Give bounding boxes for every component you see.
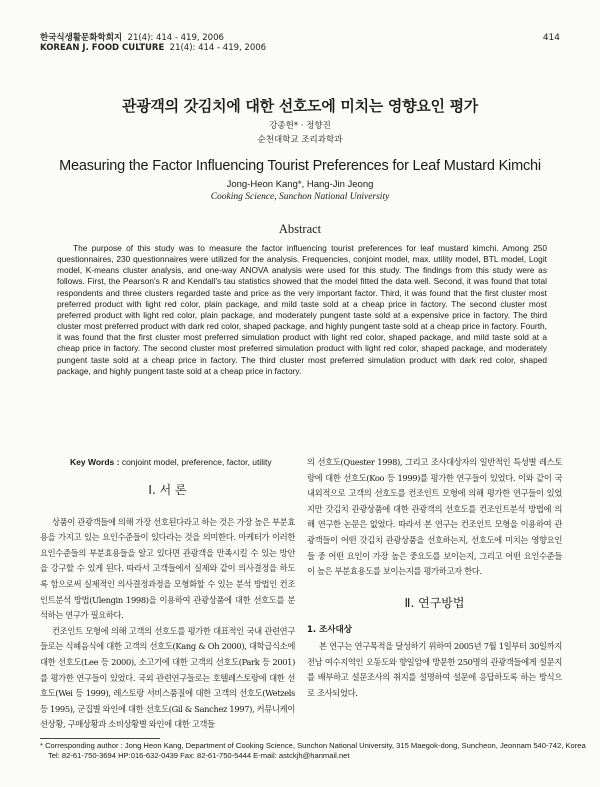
- title-korean: 관광객의 갓김치에 대한 선호도에 미치는 영향요인 평가: [122, 97, 478, 115]
- footnote-divider: [40, 738, 160, 739]
- paragraph: 상품이 관광객들에 의해 가장 선호된다라고 하는 것은 가장 높은 부분효용을 가지고 있는 요인수준들이 있다라는 것을 의미한다. 마케터가 이러한 요인수준들의 부분효용들을 알고 있다면 관광객을 만족시킬 수 있는 방안을 강구할 수 있게 된다. 따라서 고객들에서 실제와 같이 의사결정을 하도록 함으로써 실제적인 의사결정과정을 모형화할 수 있는 분석 방법인 컨조인트분석 방법(Ulengin 1998)을 이용하여 관광상품에 대한 선호도를 분석하는 연구가 필요하다.: [40, 516, 295, 621]
- journal-header: [40, 33, 266, 53]
- authors-english: Jong-Heon Kang*, Hang-Jin Jeong: [226, 179, 374, 190]
- journal-name-ko: 한국식생활문화학회지: [40, 33, 123, 43]
- footnote-corresponding-author: * Corresponding author : Jong Heon Kang, Department of Cooking Science, Sunchon National University, 315 Maegok-dong, Suncheon, Jeonnam 540-742, Korea: [40, 741, 586, 750]
- section-heading-methods: Ⅱ. 연구방법: [404, 595, 465, 610]
- paragraph: 본 연구는 연구목적을 달성하기 위하여 2005년 7월 1일부터 30일까지 전남 여수지역인 오동도와 향일암에 방문한 250명의 관광객들에게 설문지를 배부하고 설문조사의 취지를 설명하여 설문에 응답하도록 하는 방식으로 조사되었다.: [307, 640, 562, 698]
- column-left: [40, 483, 295, 733]
- column-right: [307, 455, 562, 701]
- journal-name-en: KOREAN J. FOOD CULTURE: [40, 43, 165, 53]
- keywords-label: Key Words :: [70, 457, 120, 467]
- footnote: [40, 741, 586, 761]
- section-heading-introduction: Ⅰ. 서 론: [148, 483, 187, 497]
- journal-korean-line: [40, 33, 266, 43]
- page-number: 414: [542, 33, 560, 43]
- footnote-contact: Tel: 82-61-750-3694 HP:016-632-0439 Fax: 82-61-750-5444 E-mail: astckjh@hanmail.net: [48, 751, 350, 760]
- paragraph: 컨조인트 모형에 의해 고객의 선호도를 평가한 대표적인 국내 관련연구들로는 식혜음식에 대한 고객의 선호도(Kang & Oh 2000), 대학급식소에 대한 선호도(Lee 등 2000), 소고기에 대한 고객의 선호도(Park 등 2001)를 평가한 연구들이 있었다. 국외 관련연구들로는 호텔레스토랑에 대한 선호도(Wei 등 1999), 레스토랑 서비스품질에 대한 고객의 선호도(Wetzels 등 1995), 군집별 와인에 대한 선호도(Gil & Sanchez 1997), 커뮤니케이션상황, 구매상황과 소비상황별 와인에 대한 고객들: [40, 625, 295, 730]
- authors-korean: 강종헌* · 정향진: [269, 121, 331, 131]
- journal-volume-ko: 21(4): 414 - 419, 2006: [127, 33, 224, 43]
- journal-volume-en: 21(4): 414 - 419, 2006: [169, 43, 267, 53]
- journal-english-line: [40, 43, 266, 53]
- keywords: [70, 457, 272, 467]
- affiliation-korean: 순천대학교 조리과학과: [257, 135, 343, 145]
- subsection-heading-survey-subjects: 1. 조사대상: [307, 625, 352, 636]
- abstract-heading: Abstract: [278, 222, 322, 236]
- title-english: Measuring the Factor Influencing Tourist Preferences for Leaf Mustard Kimchi: [59, 158, 541, 174]
- affiliation-english: Cooking Science, Sunchon National University: [210, 192, 390, 202]
- abstract-text: The purpose of this study was to measure the factor influencing tourist preferences for leaf mustard kimchi. Among 250 questionnaires, 230 questionnaires were utilized for the analysis. Frequencies, conjoint model, max. utility model, BTL model, Logit model, K-means cluster analysis, and one-way ANOVA analysis were used for this study. The findings from this study were as follows. First, the Pearson's R and Kendall's tau statistics showed that the model fitted the data well. Second, it was found that total respondents and three clusters regarded taste and price as the very important factor. Third, it was found that the first cluster most preferred product with light red color, plain package, and mild taste sold at a cheap price in factory. The second cluster most preferred product with light red color, plain package, and moderately pungent taste sold at a expensive price in factory. The third cluster most preferred product with dark red color, shaped package, and highly pungent taste sold at a cheap price in factory. Fourth, it was found that the first cluster most preferred simulation product with light red color, shaped package, and mild taste sold at a cheap price in factory. The second cluster most preferred simulation product with light red color, shaped package, and moderately pungent taste sold at a cheap price in factory. The third cluster most preferred simulation product with dark red color, shaped package, and highly pungent taste sold at a cheap price in factory.: [57, 243, 547, 376]
- paragraph: 의 선호도(Quester 1998), 그리고 조사대상자의 일반적인 특성별 레스토랑에 대한 선호도(Koo 등 1999)를 평가한 연구들이 있었다. 이와 같이 국내외적으로 고객의 선호도를 컨조인트 모형에 의해 평가한 연구들이 있었지만 갓김치 관광상품에 대한 관광객의 선호도를 컨조인트분석 방법에 의해 연구한 논문은 없었다. 따라서 본 연구는 컨조인트 모형을 이용하여 관광객들이 어떤 갓김치 관광상품을 선호하는지, 선호도에 미치는 영향요인들 중 어떤 요인이 가장 높은 중요도를 보이는지, 그리고 어떤 요인수준들이 높은 부분효용도를 보이는지를 평가하고자 한다.: [307, 457, 562, 577]
- keywords-list: conjoint model, preference, factor, utility: [121, 457, 272, 467]
